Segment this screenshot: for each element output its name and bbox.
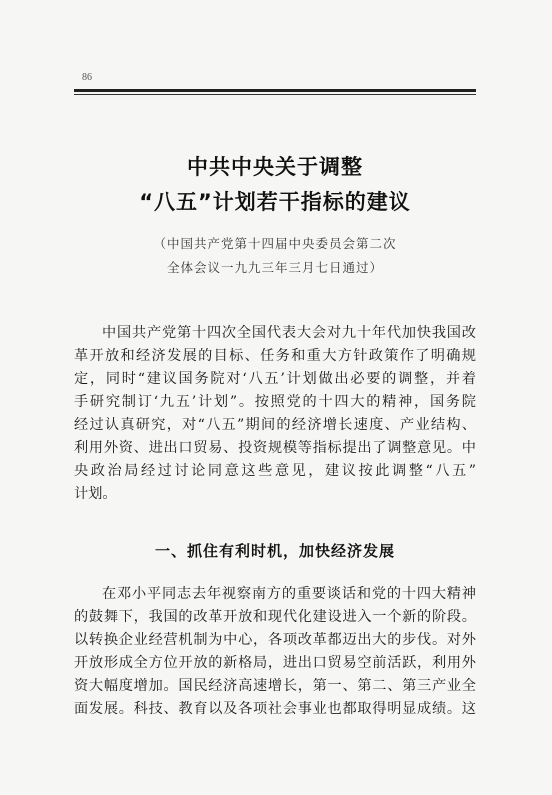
paragraph-line: 资大幅度增加。国民经济高速增长，第一、第二、第三产业全	[74, 678, 476, 694]
document-title-line-2: “八五”计划若干指标的建议	[139, 190, 411, 214]
paragraph-line: 计划。	[74, 486, 117, 502]
paragraph-intro	[74, 322, 476, 506]
paragraph-line: 经过认真研究，对“八五”期间的经济增长速度、产业结构、	[74, 417, 476, 433]
paragraph-line: 面发展。科技、教育以及各项社会事业也都取得明显成绩。这	[74, 701, 476, 717]
document-subtitle-line-1: （中国共产党第十四届中央委员会第二次	[153, 236, 397, 251]
paragraph-line: 以转换企业经营机制为中心，各项改革都迈出大的步伐。对外	[74, 632, 476, 648]
document-subtitle-line-2: 全体会议一九九三年三月七日通过）	[166, 260, 383, 275]
paragraph-line: 革开放和经济发展的目标、任务和重大方针政策作了明确规	[74, 348, 476, 364]
paragraph-line: 手研究制订‘九五’计划”。按照党的十四大的精神，国务院	[74, 394, 476, 410]
section-heading: 一、抓住有利时机，加快经济发展	[154, 542, 395, 560]
paragraph-line: 利用外资、进出口贸易、投资规模等指标提出了调整意见。中	[74, 440, 476, 456]
paragraph-section-one	[74, 583, 476, 721]
paragraph-line: 的鼓舞下，我国的改革开放和现代化建设进入一个新的阶段。	[74, 609, 476, 625]
paragraph-line: 央政治局经过讨论同意这些意见，建议按此调整“八五”	[74, 463, 476, 479]
header-rule-thin	[74, 94, 476, 95]
page-number: 86	[82, 72, 92, 83]
header-rule-thick	[74, 89, 476, 92]
paragraph-line: 中国共产党第十四次全国代表大会对九十年代加快我国改	[102, 325, 476, 341]
paragraph-line: 在邓小平同志去年视察南方的重要谈话和党的十四大精神	[102, 586, 476, 602]
paragraph-line: 开放形成全方位开放的新格局，进出口贸易空前活跃，利用外	[74, 655, 476, 671]
document-title-line-1: 中共中央关于调整	[187, 155, 363, 179]
paragraph-line: 定，同时“建议国务院对‘八五’计划做出必要的调整，并着	[74, 371, 476, 387]
